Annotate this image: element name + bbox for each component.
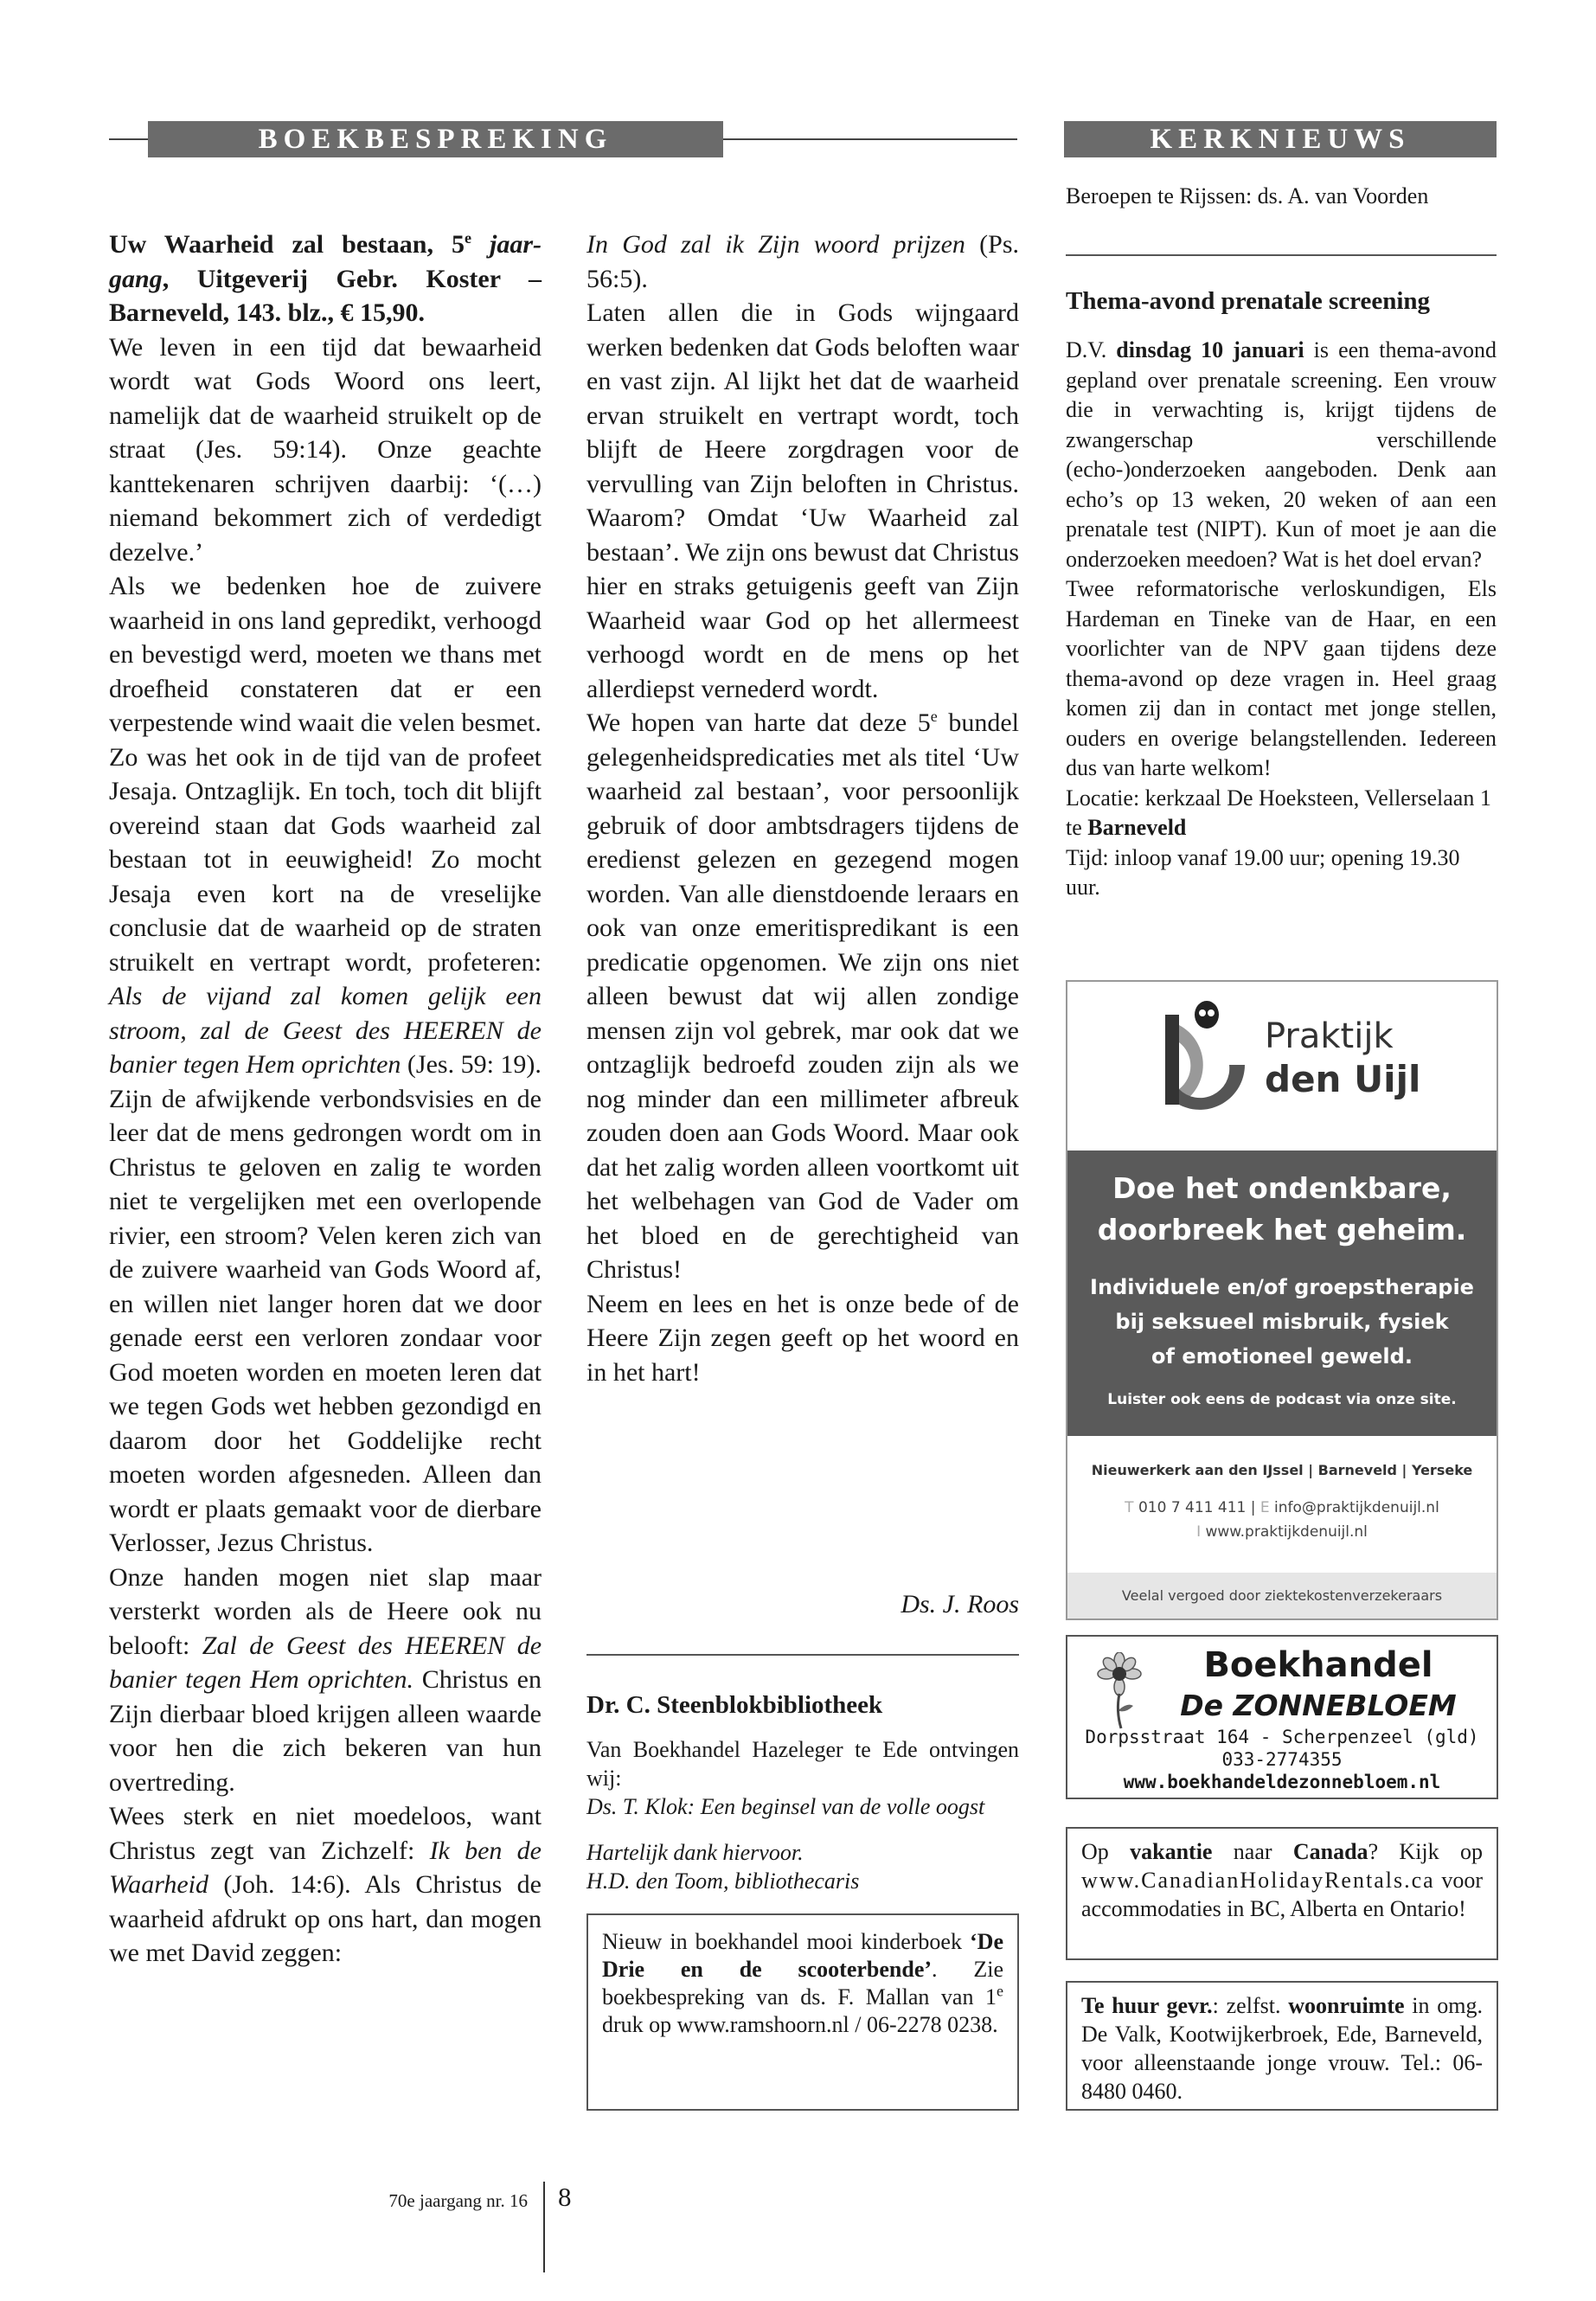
library-intro: Van Boekhandel Hazeleger te Ede ontvingen wij: bbox=[586, 1737, 1019, 1791]
column-2 bbox=[586, 228, 1019, 1389]
text: Nieuw in boekhandel mooi kinderboek bbox=[602, 1929, 971, 1954]
text: (Jes. 59: 19). bbox=[401, 1050, 542, 1079]
section-header-boekbespreking bbox=[109, 121, 1017, 157]
signature: Ds. J. Roos bbox=[901, 1590, 1019, 1618]
text: Wees sterk en niet moedeloos, want Christus zegt van Zichzelf: bbox=[109, 1802, 542, 1865]
title-italic-2: gang bbox=[109, 264, 163, 293]
text: Op bbox=[1081, 1839, 1131, 1864]
text: naar bbox=[1212, 1839, 1293, 1864]
subtitle-line-3: of emotioneel geweld. bbox=[1151, 1344, 1413, 1368]
email-label: E bbox=[1259, 1499, 1270, 1516]
boekhandel-phone: 033-2774355 bbox=[1221, 1749, 1343, 1770]
text: druk op www.ramshoorn.nl / 06-2278 0238. bbox=[602, 2012, 998, 2037]
text: (Ps. 56:5). bbox=[586, 230, 1019, 293]
praktijk-slogan-panel bbox=[1067, 1150, 1497, 1436]
footer-separator bbox=[543, 2182, 545, 2272]
library-title: Dr. C. Steenblokbibliotheek bbox=[586, 1691, 883, 1719]
sup: e bbox=[930, 708, 938, 725]
book-title: ‘De Drie en de scooterbende’ bbox=[602, 1929, 1003, 1982]
text: D.V. bbox=[1066, 337, 1117, 362]
phone-label: T bbox=[1125, 1499, 1134, 1516]
text: in omg. De Valk, Kootwijkerbroek, Ede, Barneveld, voor alleenstaande jonge vrouw. Tel.: 06-8480 0460. bbox=[1081, 1993, 1483, 2104]
podcast-line: Luister ook eens de podcast via onze site. bbox=[1107, 1391, 1457, 1408]
web-line bbox=[1067, 1523, 1497, 1541]
slogan-line-2: doorbreek het geheim. bbox=[1097, 1213, 1467, 1247]
divider bbox=[586, 1654, 1019, 1656]
paragraph: Neem en lees en het is onze bede of de Heere Zijn zegen geeft op het woord en in het hart! bbox=[586, 1289, 1019, 1387]
ad-praktijk-den-uijl bbox=[1066, 980, 1498, 1620]
thema-body bbox=[1066, 336, 1497, 903]
ad-canada bbox=[1066, 1827, 1498, 1960]
quote: Zal de Geest des HEEREN de banier tegen Hem oprichten. bbox=[109, 1631, 542, 1694]
text: Onze handen mogen niet slap maar versterkt worden als de Heere ook nu belooft: bbox=[109, 1562, 542, 1660]
section-header-kerknieuws bbox=[1064, 121, 1497, 157]
section-title: KERKNIEUWS bbox=[1064, 121, 1497, 157]
text: : zelfst. bbox=[1212, 1993, 1289, 2018]
paragraph bbox=[1066, 784, 1497, 843]
library-text bbox=[586, 1735, 1019, 1895]
footer-issue: 70e jaargang nr. 16 bbox=[388, 2190, 528, 2211]
paragraph bbox=[1066, 336, 1497, 574]
paragraph bbox=[586, 706, 1019, 1287]
subtitle-line-1: Individuele en/of groepstherapie bbox=[1090, 1275, 1474, 1299]
place: Barneveld bbox=[1087, 815, 1187, 840]
ad-te-huur bbox=[1066, 1981, 1498, 2111]
paragraph: We leven in een tijd dat bewaarheid wordt wat Gods Woord ons leert, namelijk dat de waarheid struikelt op de straat (Jes. 59:14). Onze geachte kanttekenaren schrijven daarbij: ‘(…) niemand bekommert zich of verdedigt dezelve.’ bbox=[109, 332, 542, 567]
paragraph: Zijn de afwijkende verbondsvisies en de leer dat de mens gedrongen wordt om in Christus te geloven en zalig te worden niet te vergelijken met een overlopende rivier, een stroom? Velen keren zich van de zuivere waarheid van Gods Woord af, en willen niet langer horen dat we door genade eerst een verloren zondaar voor God moeten worden en moeten leren dat we tegen Gods wet hebben gezondigd en daarom door het Goddelijke recht moeten worden afgesneden. Alleen dan wordt er plaats gemaakt voor de dierbare Verlosser, Jezus Christus. bbox=[109, 1084, 542, 1557]
praktijk-name-1: Praktijk bbox=[1265, 1016, 1394, 1056]
praktijk-name-2: den Uijl bbox=[1265, 1058, 1421, 1100]
quote: Als de vijand zal komen gelijk een stroom, zal de Geest des HEEREN de banier tegen Hem oprichten bbox=[109, 982, 542, 1079]
text: Christus en Zijn dierbaar bloed krijgen alleen waarde voor hen die zich bekeren van hun overtreding. bbox=[109, 1665, 542, 1797]
library-thanks: Hartelijk dank hiervoor. bbox=[586, 1840, 804, 1865]
thema-title: Thema-avond prenatale screening bbox=[1066, 287, 1431, 315]
paragraph: Tijd: inloop vanaf 19.00 uur; opening 19.30 uur. bbox=[1066, 844, 1460, 900]
title-sup: e bbox=[465, 229, 471, 247]
column-1 bbox=[109, 228, 542, 1971]
keyword: vakantie bbox=[1130, 1839, 1213, 1864]
title-italic: jaar- bbox=[471, 230, 542, 259]
praktijk-logo-icon bbox=[1158, 999, 1253, 1112]
beroepen-line: Beroepen te Rijssen: ds. A. van Voorden bbox=[1066, 183, 1429, 208]
keyword: woonruimte bbox=[1288, 1993, 1405, 2018]
title-publisher: , Uitgeverij Gebr. Koster – Barneveld, 143. blz., € 15,90. bbox=[109, 264, 542, 327]
slogan-line-1: Doe het ondenkbare, bbox=[1112, 1171, 1452, 1205]
subtitle-line-2: bij seksueel misbruik, fysiek bbox=[1115, 1310, 1449, 1334]
quote: In God zal ik Zijn woord prijzen bbox=[586, 230, 965, 259]
text: voor accommodaties in BC, Alberta en Ontario! bbox=[1081, 1868, 1483, 1921]
library-book: Ds. T. Klok: Een beginsel van de volle oogst bbox=[586, 1794, 985, 1819]
keyword: Te huur gevr. bbox=[1081, 1993, 1213, 2018]
boekhandel-web-link[interactable]: www.boekhandeldezonnebloem.nl bbox=[1123, 1772, 1441, 1792]
text: is een thema-avond gepland over prenatale screening. Een vrouw die in verwachting is, krijgt tijdens de zwangerschap verschillende (echo-)onderzoeken aangeboden. Denk aan echo’s op 13 weken, 20 weken of aan een prenatale test (NIPT). Kun of moet je aan die onderzoeken meedoen? Wat is het doel ervan? bbox=[1066, 337, 1497, 572]
canada-url-link[interactable]: www.CanadianHolidayRentals.ca bbox=[1081, 1868, 1435, 1893]
divider bbox=[1066, 254, 1497, 256]
email-link[interactable]: info@praktijkdenuijl.nl bbox=[1274, 1499, 1439, 1516]
paragraph bbox=[109, 740, 542, 1082]
ad-boekhandel-zonnebloem bbox=[1066, 1635, 1498, 1799]
paragraph: Laten allen die in Gods wijngaard werken bedenken dat Gods beloften waar en vast zijn. Al lijkt het dat de waarheid ervan struikelt en vertrapt wordt, toch blijft de Heere zorgdragen voor de vervulling van Zijn beloften in Christus. Waarom? Omdat ‘Uw Waarheid zal bestaan’. We zijn ons bewust dat Christus hier en straks getuigenis geeft van Zijn Waarheid waar God op het allermeest verhoogd wordt en de mens op het allerdiepst vernederd wordt. bbox=[586, 298, 1019, 703]
section-title: BOEKBESPREKING bbox=[148, 121, 723, 157]
text: bundel gelegenheidspredicaties met als titel ‘Uw waarheid zal bestaan’, voor persoonlijk gebruik of door ambtsdragers tijdens de eredienst gelezen en gezegend mogen worden. Van alle dienstdoende leraars en ook van onze emeritispredikant is een predicatie opgenomen. We zijn ons niet alleen bewust dat wij allen zondige mensen zijn vol gebrek, mar ook dat we ontzaglijk bedroefd zouden zijn als we nog minder dan een millimeter afbreuk zouden doen aan Gods Woord. Maar ook dat het zalig worden alleen voortkomt uit het welbehagen van God de Vader om het bloed en de gerechtigheid van Christus! bbox=[586, 708, 1019, 1284]
text: ? Kijk op bbox=[1368, 1839, 1483, 1864]
phone: 010 7 411 411 bbox=[1138, 1499, 1247, 1516]
sunflower-icon bbox=[1093, 1652, 1145, 1730]
text: (Joh. 14:6). Als Christus de waarheid afdrukt op ons hart, dan mogen we met David zeggen: bbox=[109, 1870, 542, 1967]
book-title bbox=[109, 228, 542, 330]
paragraph: Twee reformatorische verloskundigen, Els Hardeman en Tineke van de Haar, en een voorlichter van de NPV gaan tijdens deze thema-avond op deze vragen in. Heel graag komen zij dan in contact met jonge stellen, ouders en overige belangstellenden. Iedereen dus van harte welkom! bbox=[1066, 576, 1497, 780]
locations: Nieuwerkerk aan den IJssel | Barneveld | Yerseke bbox=[1091, 1462, 1473, 1478]
paragraph bbox=[109, 1799, 542, 1971]
page-number: 8 bbox=[558, 2182, 572, 2212]
boekhandel-name-2: De ZONNEBLOEM bbox=[1180, 1689, 1457, 1722]
boekhandel-name-1: Boekhandel bbox=[1203, 1645, 1433, 1685]
web-label: I bbox=[1196, 1523, 1202, 1541]
paragraph bbox=[586, 228, 1019, 296]
paragraph: Als we bedenken hoe de zuivere waarheid in ons land gepredikt, verhoogd en bevestigd werd, moeten we thans met droefheid constateren dat er een verpestende wind waait die velen besmet. bbox=[109, 572, 542, 737]
text: . Zie boekbespreking van ds. F. Mallan van 1 bbox=[602, 1957, 1003, 2009]
quote: Ik ben de Waarheid bbox=[109, 1836, 542, 1899]
text: We hopen van harte dat deze 5 bbox=[586, 708, 931, 737]
sup: e bbox=[997, 1982, 1003, 2000]
boekhandel-address: Dorpsstraat 164 - Scherpenzeel (gld) bbox=[1085, 1727, 1479, 1747]
keyword: Canada bbox=[1292, 1839, 1368, 1864]
contact-line: T 010 7 411 411 | E info@praktijkdenuijl.nl bbox=[1125, 1499, 1439, 1516]
paragraph bbox=[109, 1561, 542, 1800]
title-text: Uw Waarheid zal bestaan, 5 bbox=[109, 230, 465, 259]
text: Zo was het ook in de tijd van de profeet Jesaja. Ontzaglijk. En toch, toch dit blijft overeind staan dat Gods waarheid zal bestaan tot in eeuwigheid! Zo mocht Jesaja even kort na de vreselijke conclusie dat de waarheid op de straten struikelt en vertrapt wordt, profeteren: bbox=[109, 742, 542, 977]
praktijk-footer: Veelal vergoed door ziektekostenverzekeraars bbox=[1067, 1573, 1497, 1618]
web-link[interactable]: www.praktijkdenuijl.nl bbox=[1205, 1523, 1368, 1541]
text: Locatie: kerkzaal De Hoeksteen, Vellerselaan 1 te bbox=[1066, 785, 1491, 840]
bookshop-notice-box bbox=[586, 1913, 1019, 2111]
date: dinsdag 10 januari bbox=[1116, 337, 1304, 362]
library-signature: H.D. den Toom, bibliothecaris bbox=[586, 1868, 860, 1894]
